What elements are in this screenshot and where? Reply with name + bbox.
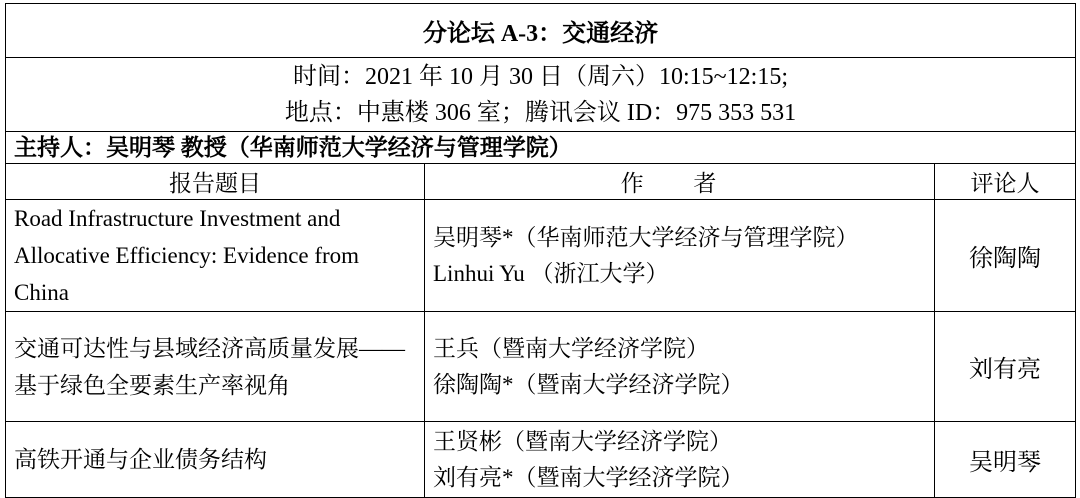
column-header-discussant: 评论人 <box>935 164 1076 200</box>
forum-host: 主持人：吴明琴 教授（华南师范大学经济与管理学院） <box>6 132 1076 164</box>
forum-title: 分论坛 A-3：交通经济 <box>6 4 1076 58</box>
author-line: 王兵（暨南大学经济学院） <box>433 335 709 361</box>
paper-title: Road Infrastructure Investment and Allocative Efficiency: Evidence from China <box>6 200 425 312</box>
column-header-title: 报告题目 <box>6 164 425 200</box>
author-line: 吴明琴*（华南师范大学经济与管理学院） <box>433 224 859 250</box>
table-row <box>6 312 1076 422</box>
host-row <box>6 132 1076 164</box>
column-header-row <box>6 164 1076 200</box>
paper-authors <box>425 422 935 498</box>
session-schedule-table <box>5 3 1076 498</box>
paper-discussant: 徐陶陶 <box>935 200 1076 312</box>
author-line: 刘有亮*（暨南大学经济学院） <box>433 464 744 490</box>
paper-title: 交通可达性与县域经济高质量发展——基于绿色全要素生产率视角 <box>6 312 425 422</box>
paper-authors <box>425 200 935 312</box>
forum-info-row <box>6 58 1076 132</box>
forum-title-row <box>6 4 1076 58</box>
paper-discussant: 刘有亮 <box>935 312 1076 422</box>
author-line: 徐陶陶*（暨南大学经济学院） <box>433 371 744 397</box>
paper-authors <box>425 312 935 422</box>
forum-time: 时间：2021 年 10 月 30 日（周六）10:15~12:15; <box>293 63 788 90</box>
author-line: 王贤彬（暨南大学经济学院） <box>433 428 732 454</box>
forum-info <box>6 58 1076 132</box>
column-header-authors: 作 者 <box>425 164 935 200</box>
table-row <box>6 422 1076 498</box>
table-row <box>6 200 1076 312</box>
forum-place: 地点：中惠楼 306 室；腾讯会议 ID：975 353 531 <box>284 99 797 126</box>
author-line: Linhui Yu （浙江大学） <box>433 260 669 286</box>
paper-title: 高铁开通与企业债务结构 <box>6 422 425 498</box>
paper-discussant: 吴明琴 <box>935 422 1076 498</box>
